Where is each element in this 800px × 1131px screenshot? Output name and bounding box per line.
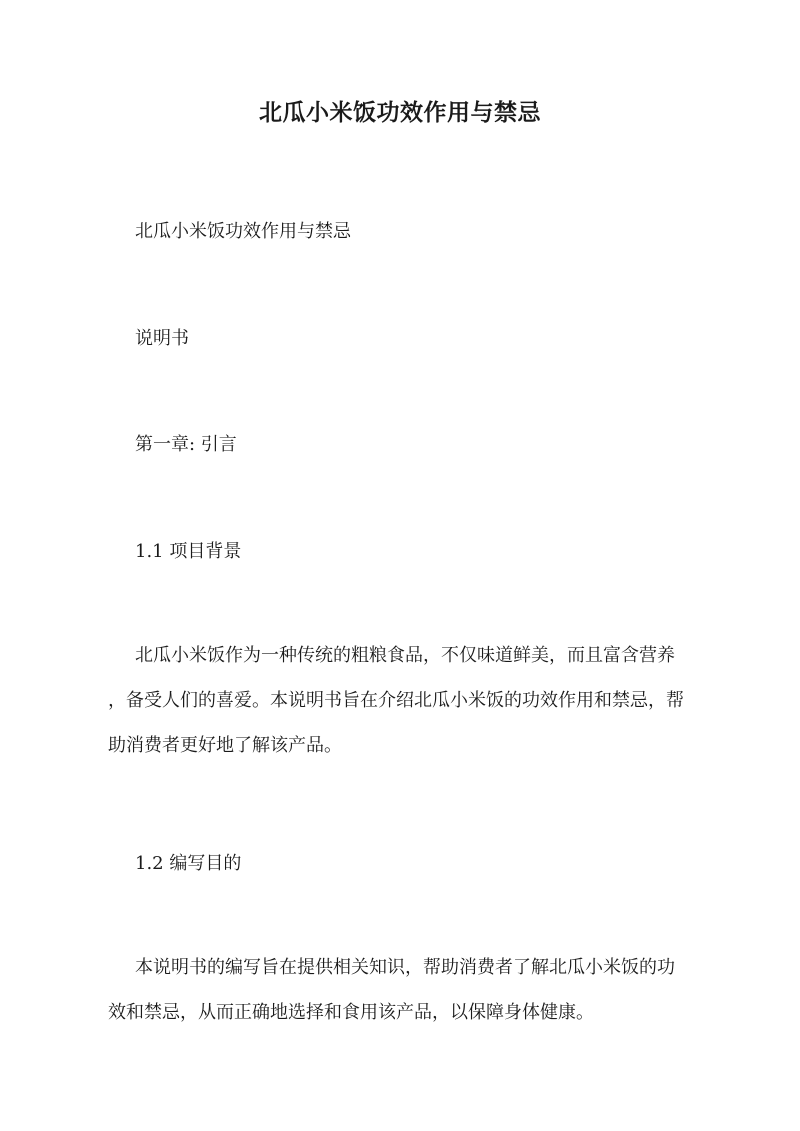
section-1-1-heading: 1.1 项目背景 bbox=[135, 541, 242, 562]
paragraph-line: 北瓜小米饭作为一种传统的粗粮食品，不仅味道鲜美，而且富含营养 bbox=[135, 645, 675, 666]
section-1-2-heading: 1.2 编写目的 bbox=[135, 853, 242, 874]
section-1-1-paragraph bbox=[108, 633, 695, 768]
doc-type-label: 说明书 bbox=[135, 328, 189, 349]
paragraph-line: 助消费者更好地了解该产品。 bbox=[108, 735, 342, 756]
section-1-2-paragraph bbox=[108, 945, 695, 1035]
chapter-heading: 第一章: 引言 bbox=[135, 434, 237, 455]
paragraph-line: ，备受人们的喜爱。本说明书旨在介绍北瓜小米饭的功效作用和禁忌，帮 bbox=[108, 690, 684, 711]
paragraph-line: 效和禁忌，从而正确地选择和食用该产品，以保障身体健康。 bbox=[108, 1002, 594, 1023]
document-title: 北瓜小米饭功效作用与禁忌 bbox=[259, 99, 541, 126]
paragraph-line: 本说明书的编写旨在提供相关知识，帮助消费者了解北瓜小米饭的功 bbox=[135, 957, 675, 978]
subtitle-line: 北瓜小米饭功效作用与禁忌 bbox=[135, 221, 351, 242]
